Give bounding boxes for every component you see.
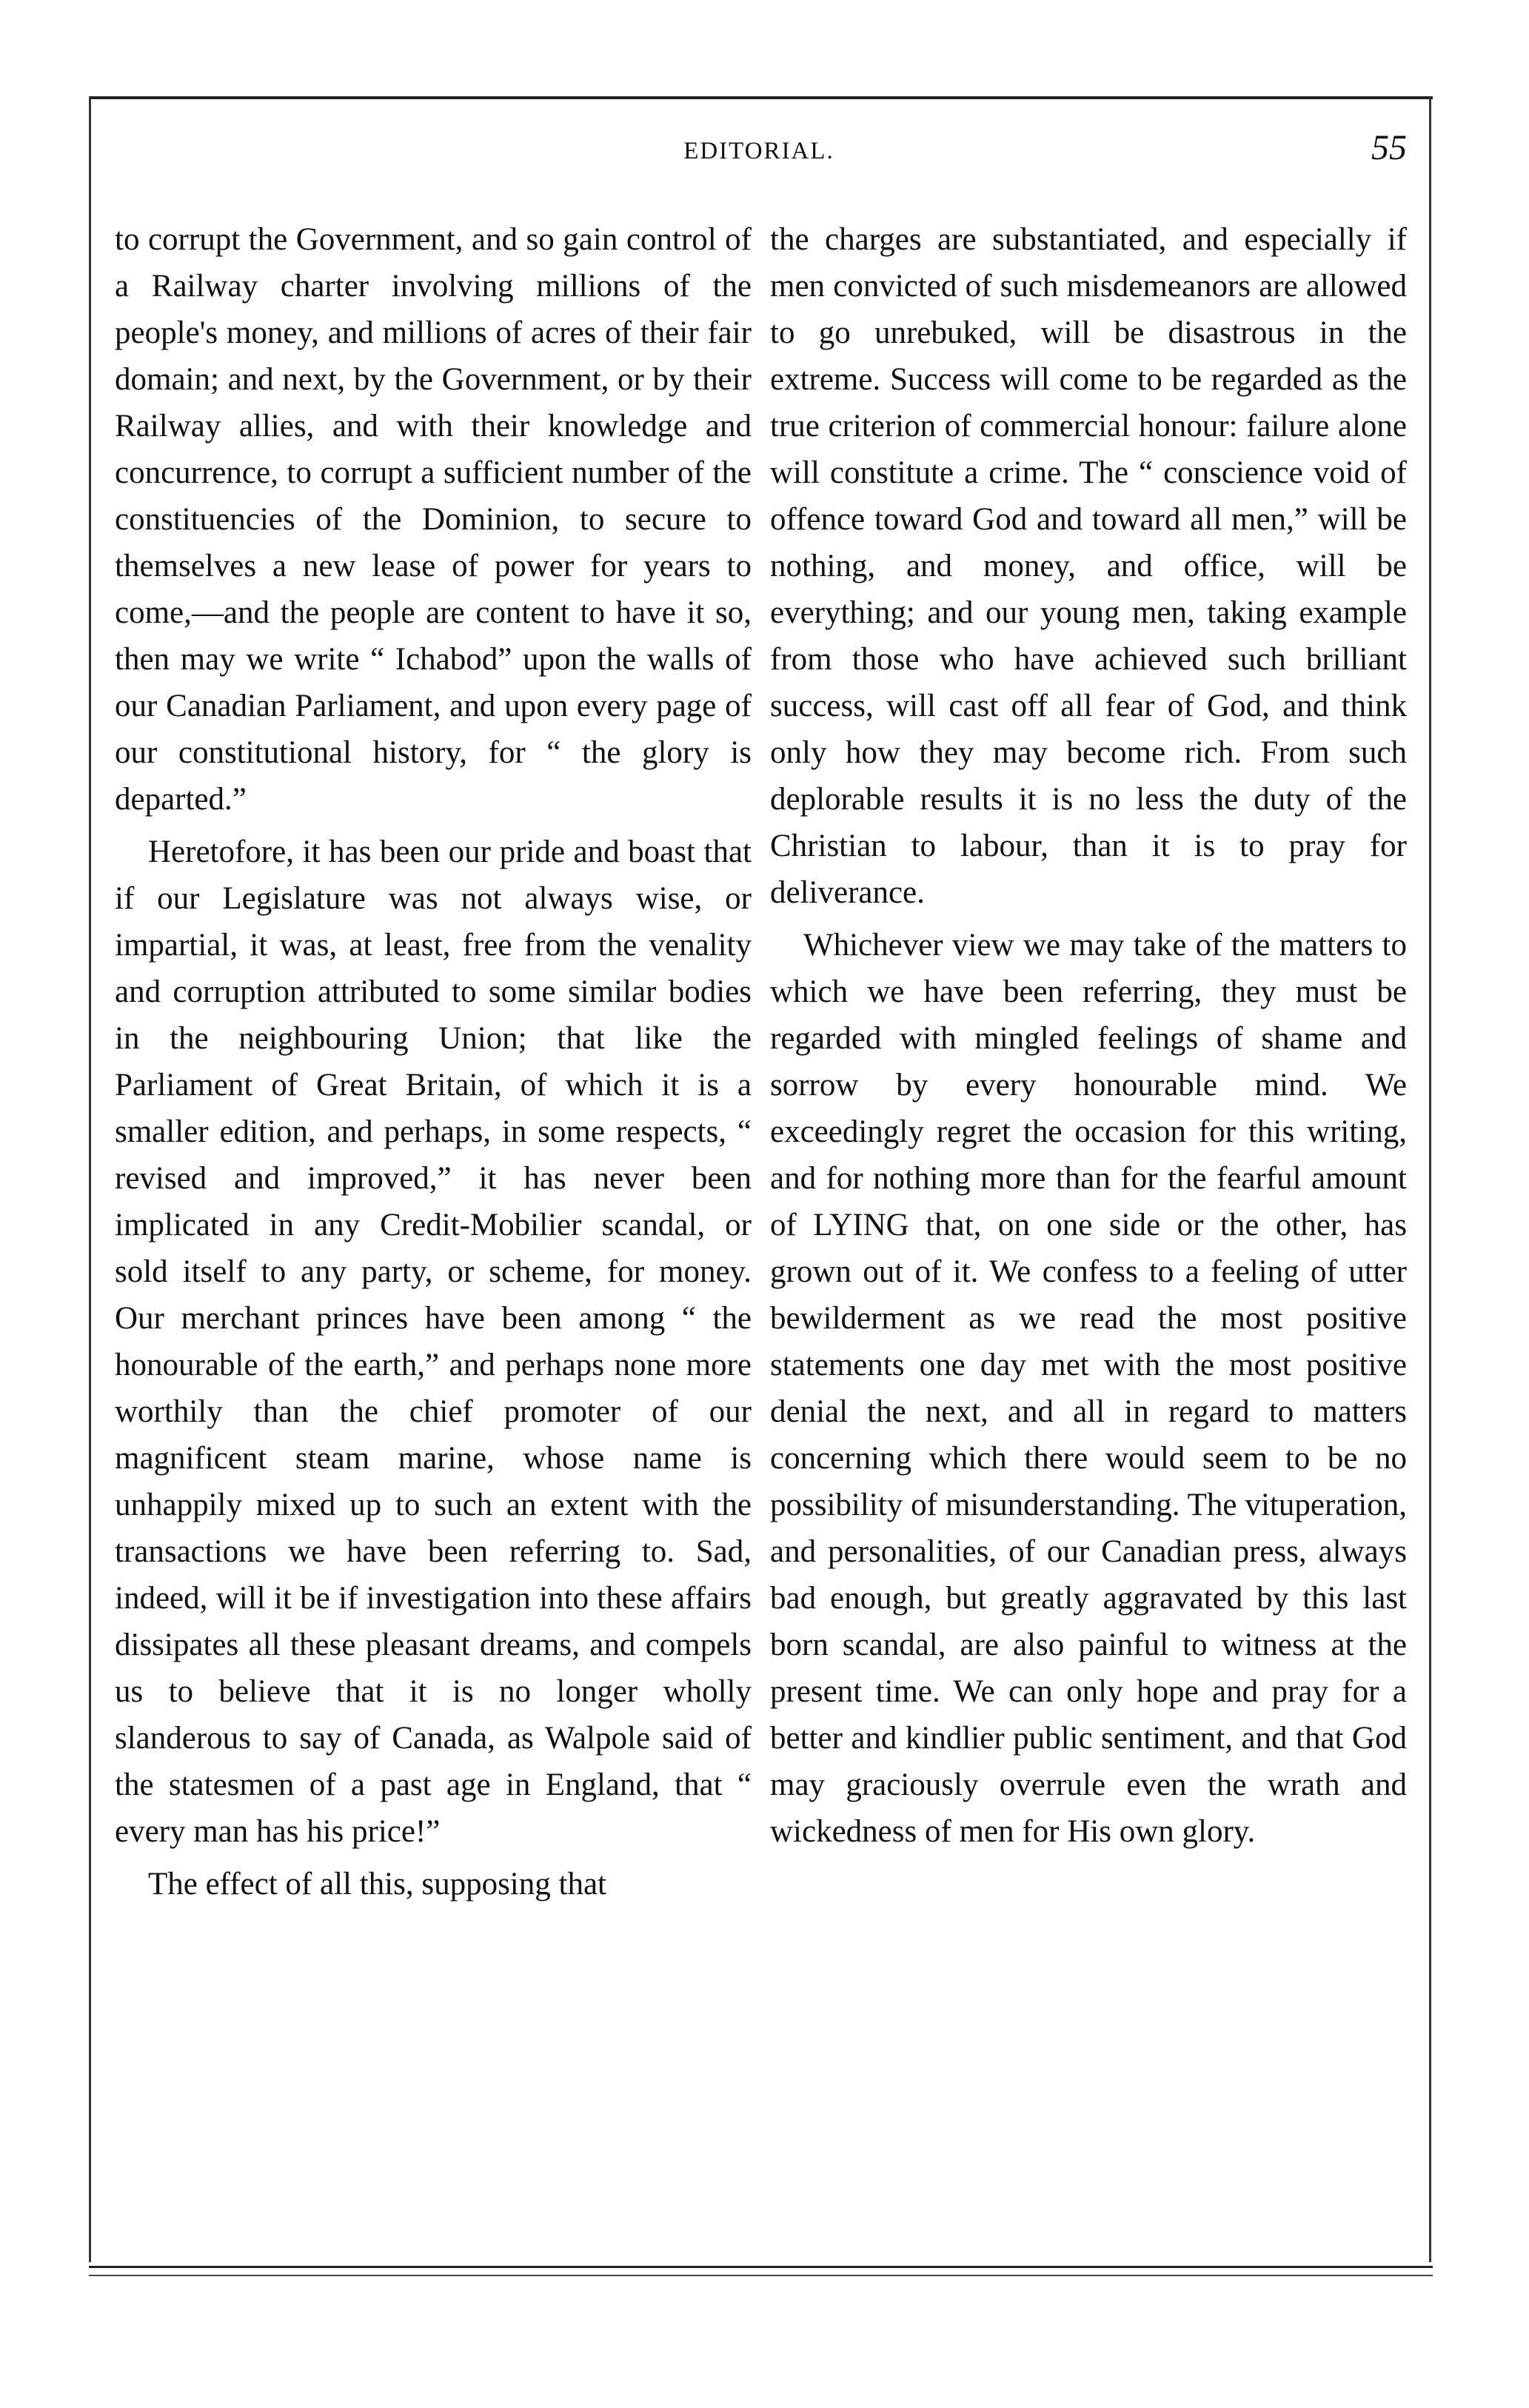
left-column: [115, 216, 752, 1907]
right-column: [770, 216, 1407, 1855]
page-frame-top-rule: [89, 96, 1433, 99]
left-paragraph-1: to corrupt the Government, and so gain control of a Railway charter involving millions of the people's money, and millions of acres of their fair domain; and next, by the Government, or by their Railway allies, and with their knowledge and concurrence, to corrupt a sufficient number of the constituencies of the Dominion, to secure to themselves a new lease of power for years to come,—and the people are content to have it so, then may we write “ Ichabod” upon the walls of our Canadian Parliament, and upon every page of our constitutional history, for “ the glory is departed.”: [115, 222, 752, 817]
page-frame-left-rule: [89, 96, 91, 2262]
page-frame-bottom-rule: [89, 2266, 1433, 2268]
page-frame-bottom-rule-inner: [89, 2275, 1433, 2276]
running-head: EDITORIAL.: [683, 138, 834, 164]
right-paragraph-1: the charges are substantiated, and especially if men convicted of such misdemeanors are allowed to go unrebuked, will be disastrous in the extreme. Success will come to be regarded as the true criterion of commercial honour: failure alone will constitute a crime. The “ conscience void of offence toward God and toward all men,” will be nothing, and money, and office, will be everything; and our young men, taking example from those who have achieved such brilliant success, will cast off all fear of God, and think only how they may become rich. From such deplorable results it is no less the duty of the Christian to labour, than it is to pray for deliverance.: [770, 222, 1407, 910]
left-paragraph-2: Heretofore, it has been our pride and boast that if our Legislature was not always wise, or impartial, it was, at least, free from the venality and corruption attributed to some similar bodies in the neighbouring Union; that like the Parliament of Great Britain, of which it is a smaller edition, and perhaps, in some respects, “ revised and improved,” it has never been implicated in any Credit-Mobilier scandal, or sold itself to any party, or scheme, for money. Our merchant princes have been among “ the honourable of the earth,” and perhaps none more worthily than the chief promoter of our magnificent steam marine, whose name is unhappily mixed up to such an extent with the transactions we have been referring to. Sad, indeed, will it be if investigation into these affairs dissipates all these pleasant dreams, and compels us to believe that it is no longer wholly slanderous to say of Canada, as Walpole said of the statesmen of a past age in England, that “ every man has his price!”: [115, 835, 752, 1849]
page-number: 55: [1371, 128, 1407, 167]
left-paragraph-3: The effect of all this, supposing that: [148, 1867, 606, 1902]
right-paragraph-2: Whichever view we may take of the matters to which we have been referring, they must be regarded with mingled feelings of shame and sorrow by every honourable mind. We exceedingly regret the occasion for this writing, and for nothing more than for the fearful amount of LYING that, on one side or the other, has grown out of it. We confess to a feeling of utter bewilderment as we read the most positive statements one day met with the most positive denial the next, and all in regard to matters concerning which there would seem to be no possibility of misunderstanding. The vituperation, and personalities, of our Canadian press, always bad enough, but greatly aggravated by this last born scandal, are also painful to witness at the present time. We can only hope and pray for a better and kindlier public sentiment, and that God may graciously overrule even the wrath and wickedness of men for His own glory.: [770, 928, 1407, 1849]
page-header: [89, 127, 1429, 172]
page-frame-right-rule: [1429, 96, 1431, 2262]
